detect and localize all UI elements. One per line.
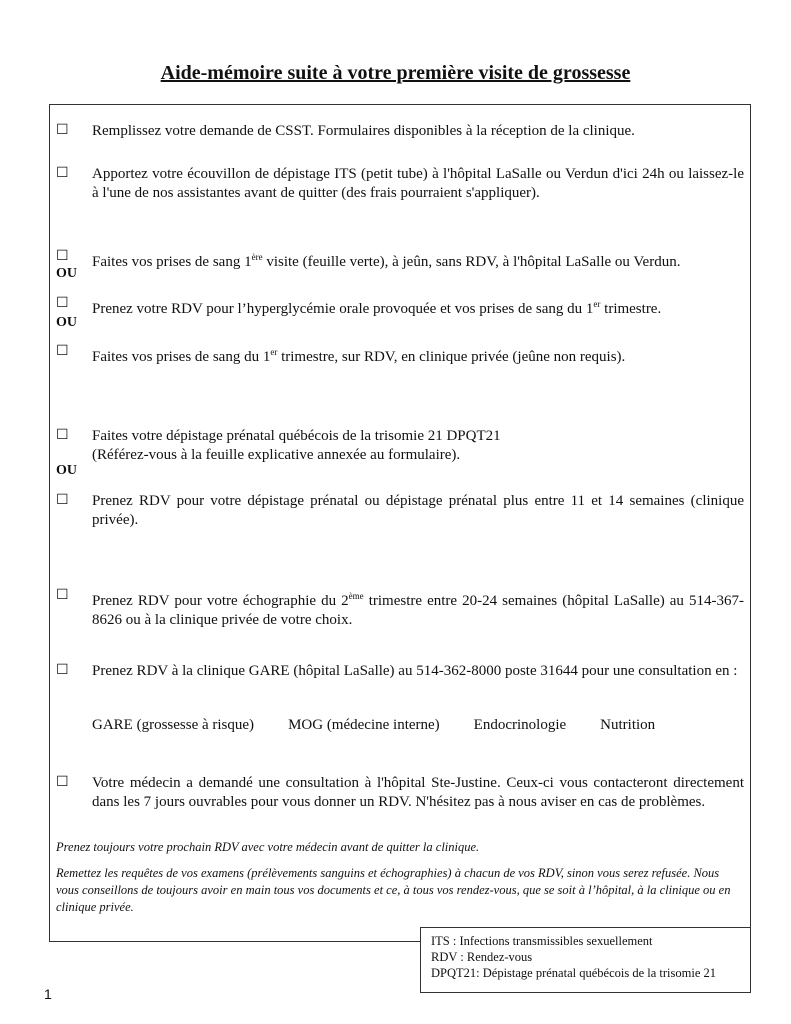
consultation-endocrinology: Endocrinologie xyxy=(473,717,567,733)
item-text: Prenez votre RDV pour l’hyperglycémie orale provoquée et vos prises de sang du 1er trimestre. xyxy=(92,299,662,317)
checkbox[interactable]: ☐ xyxy=(56,492,69,508)
checkbox[interactable]: ☐ xyxy=(56,662,69,678)
checkbox[interactable]: ☐ xyxy=(56,343,69,359)
note-requisitions: Remettez les requêtes de vos examens (prélèvements sanguins et échographies) à chacun de vos RDV, sinon vous serez refusée. Nous vous conseillons de toujours avoir en main tous vos documents et ce, à tous vos rendez-vous, que se soit à l’hôpital, à la clinique ou en clinique privée. xyxy=(56,866,731,914)
item-text: Apportez votre écouvillon de dépistage ITS (petit tube) à l'hôpital LaSalle ou Verdun d'ici 24h ou laissez-le à l'une de nos assistantes avant de quitter (des frais pourraient s'appliquer). xyxy=(92,166,744,201)
checkbox[interactable]: ☐ xyxy=(56,122,69,138)
consultation-nutrition: Nutrition xyxy=(600,717,656,733)
checkbox[interactable]: ☐ xyxy=(56,165,69,181)
item-text: Faites votre dépistage prénatal québécois de la trisomie 21 DPQT21 (Référez-vous à la feuille explicative annexée au formulaire). xyxy=(92,428,501,463)
checkbox[interactable]: ☐ xyxy=(56,587,69,603)
item-text: Faites vos prises de sang du 1er trimestre, sur RDV, en clinique privée (jeûne non requis). xyxy=(92,347,626,365)
checkbox[interactable]: ☐ xyxy=(56,774,69,790)
checkbox[interactable]: ☐ xyxy=(56,248,69,264)
or-label: OU xyxy=(56,463,77,478)
item-text: Remplissez votre demande de CSST. Formulaires disponibles à la réception de la clinique. xyxy=(92,123,635,139)
or-label: OU xyxy=(56,315,77,330)
page-number: 1 xyxy=(44,986,52,1002)
or-label: OU xyxy=(56,266,77,281)
legend-rdv: RDV : Rendez-vous xyxy=(431,950,533,964)
consultation-mog: MOG (médecine interne) xyxy=(288,717,440,733)
checklist-frame xyxy=(49,104,751,942)
checkbox[interactable]: ☐ xyxy=(56,427,69,443)
legend-its: ITS : Infections transmissibles sexuellement xyxy=(431,934,653,948)
legend-dpqt21: DPQT21: Dépistage prénatal québécois de la trisomie 21 xyxy=(431,966,716,980)
item-text: Votre médecin a demandé une consultation à l'hôpital Ste-Justine. Ceux-ci vous contacteront directement dans les 7 jours ouvrables pour vous donner un RDV. N'hésitez pas à nous aviser en cas de problèmes. xyxy=(92,775,744,810)
abbreviations-legend xyxy=(420,927,751,993)
item-text: Prenez RDV pour votre échographie du 2ème trimestre entre 20-24 semaines (hôpital LaSalle) au 514-367-8626 ou à la clinique privée de votre choix. xyxy=(92,591,744,628)
item-text: Prenez RDV pour votre dépistage prénatal ou dépistage prénatal plus entre 11 et 14 semaines (clinique privée). xyxy=(92,493,744,528)
item-text: Prenez RDV à la clinique GARE (hôpital LaSalle) au 514-362-8000 poste 31644 pour une consultation en : xyxy=(92,663,738,679)
item-text: Faites vos prises de sang 1ère visite (feuille verte), à jeûn, sans RDV, à l'hôpital LaSalle ou Verdun. xyxy=(92,252,681,270)
note-next-appointment: Prenez toujours votre prochain RDV avec votre médecin avant de quitter la clinique. xyxy=(56,840,480,854)
page-title: Aide-mémoire suite à votre première visite de grossesse xyxy=(160,62,631,84)
consultation-gare: GARE (grossesse à risque) xyxy=(92,717,255,733)
checkbox[interactable]: ☐ xyxy=(56,295,69,311)
consultation-options xyxy=(92,717,744,734)
